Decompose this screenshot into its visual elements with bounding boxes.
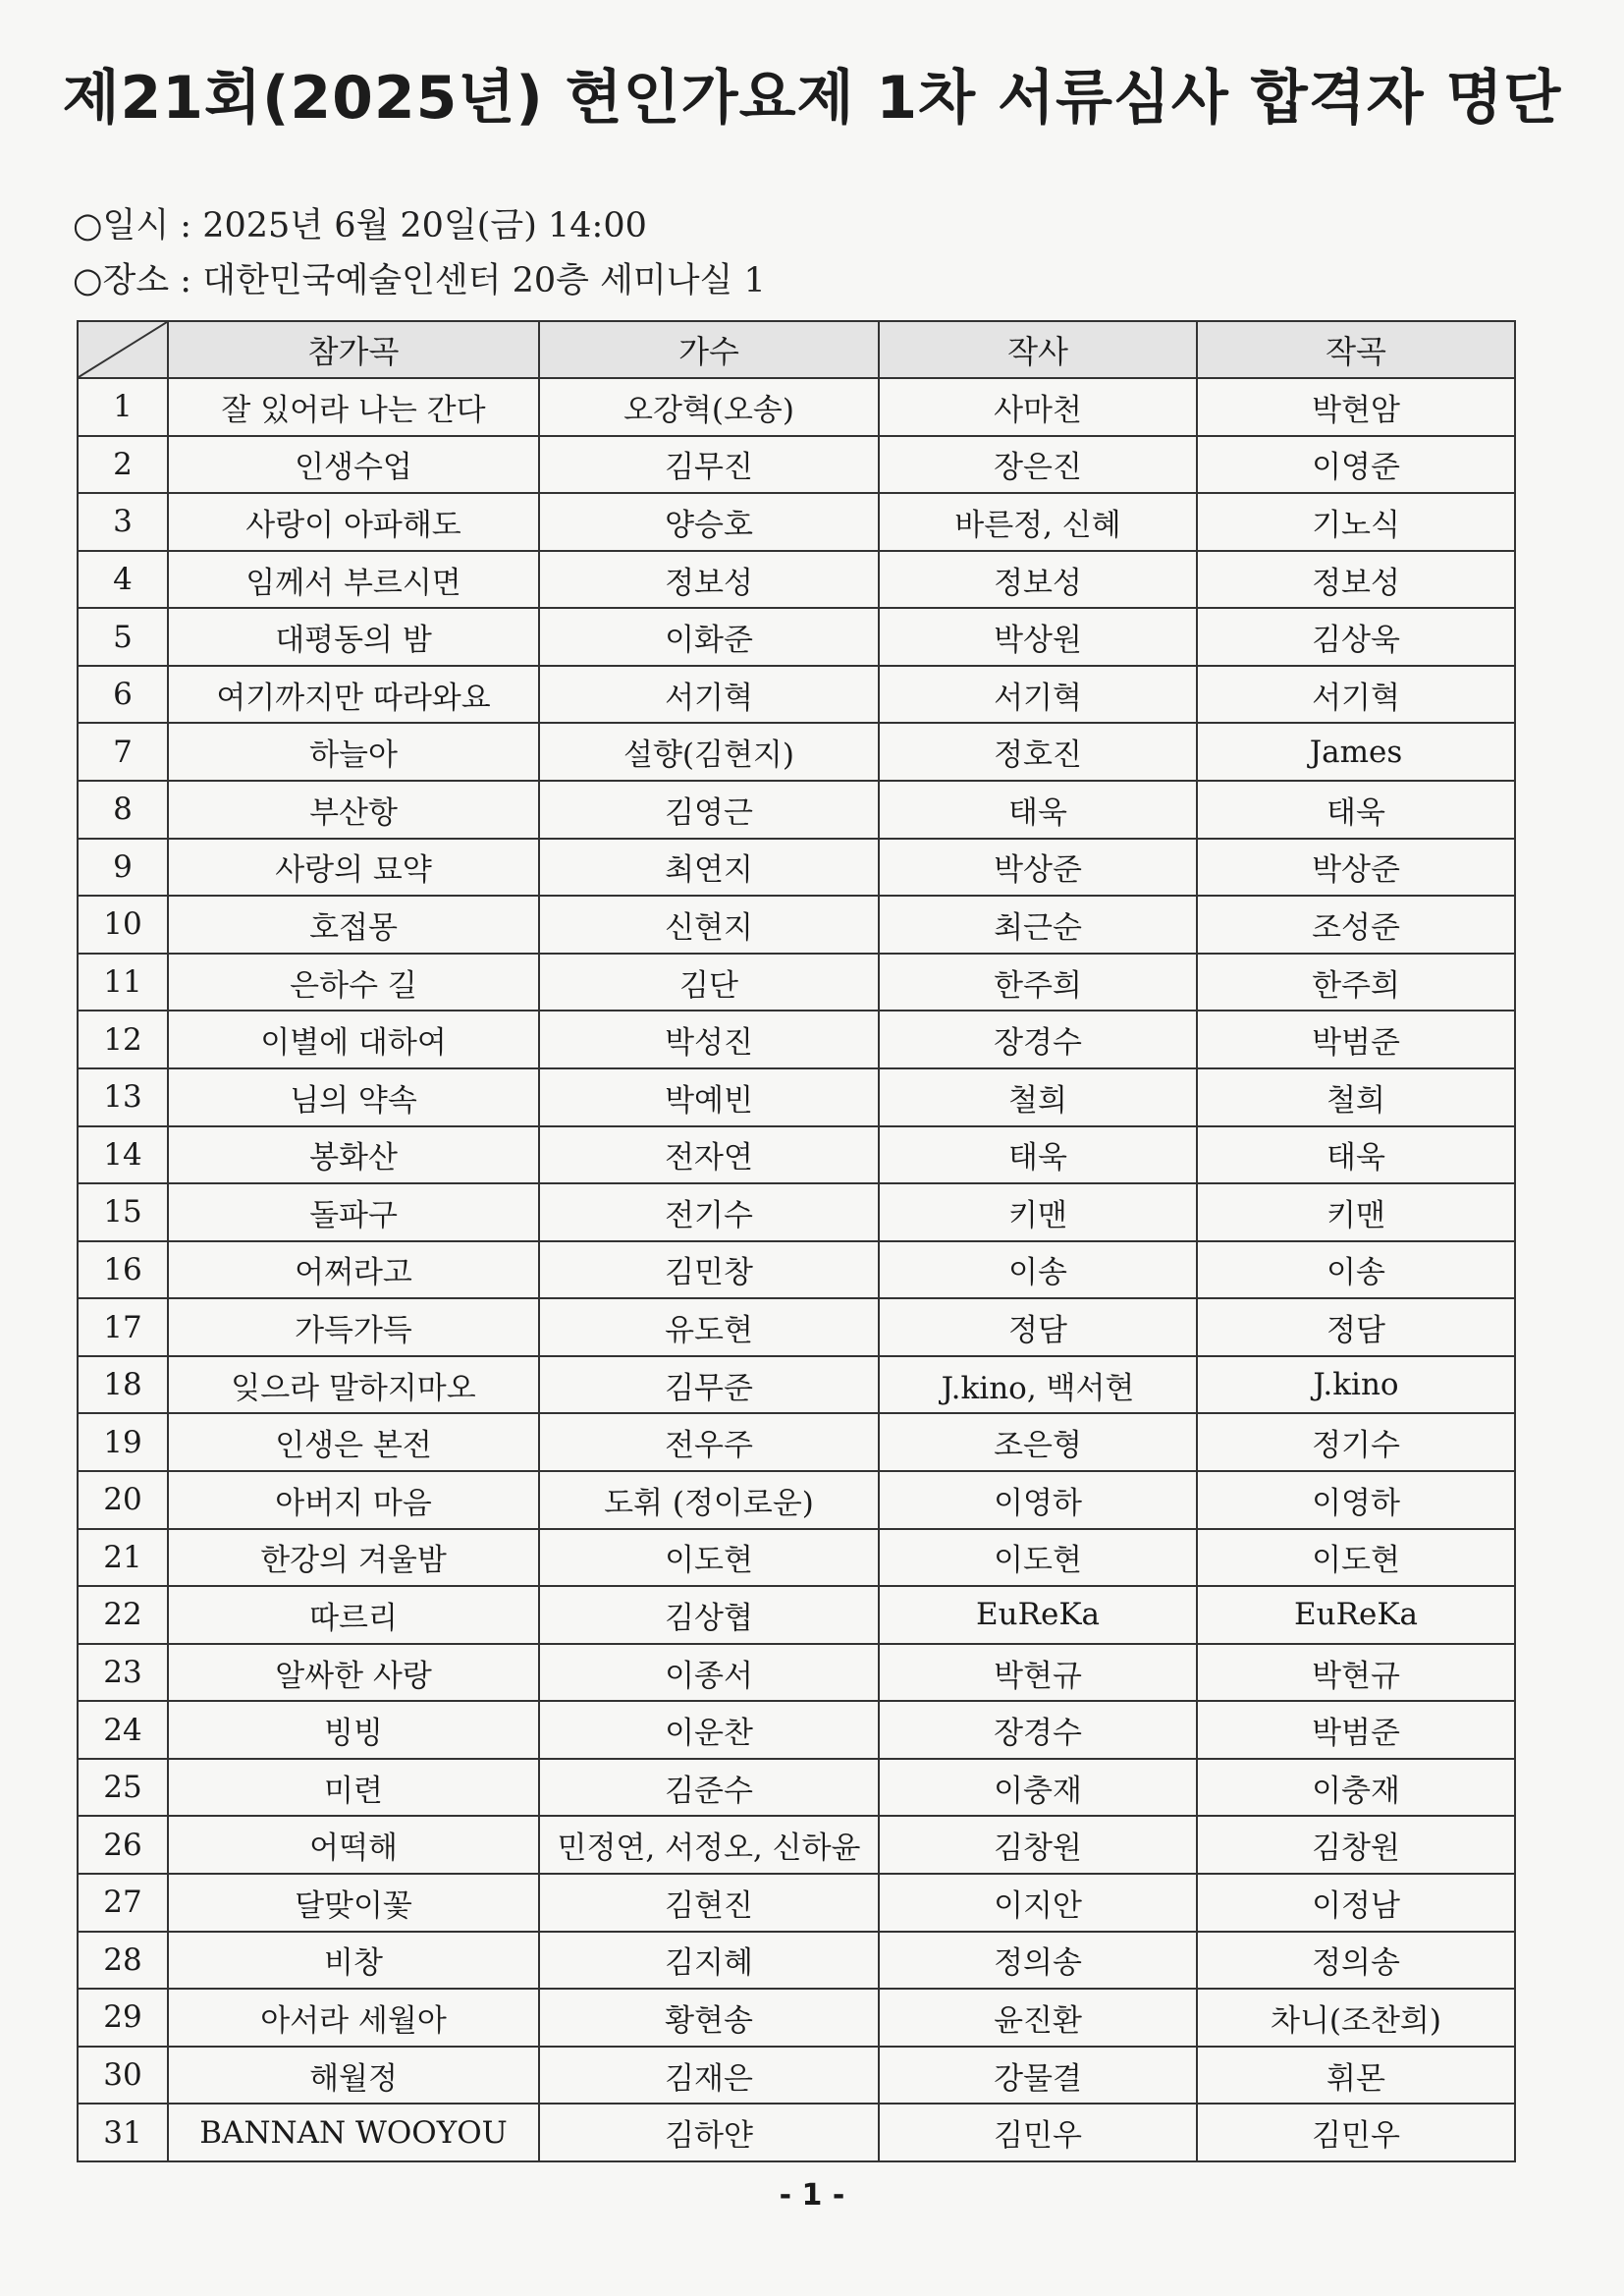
composer-name: 김상욱 bbox=[1197, 608, 1515, 666]
table-row bbox=[78, 781, 1515, 839]
song-title: 대평동의 밤 bbox=[168, 608, 539, 666]
singer-name: 김현진 bbox=[539, 1874, 879, 1932]
song-title: 하늘아 bbox=[168, 723, 539, 781]
singer-name: 신현지 bbox=[539, 896, 879, 954]
event-date: ○일시 : 2025년 6월 20일(금) 14:00 bbox=[73, 206, 647, 246]
table-row bbox=[78, 608, 1515, 666]
composer-name: 태욱 bbox=[1197, 781, 1515, 839]
composer-name: James bbox=[1197, 723, 1515, 781]
composer-name: 한주희 bbox=[1197, 954, 1515, 1011]
song-title: 미련 bbox=[168, 1759, 539, 1817]
header-song: 참가곡 bbox=[168, 321, 539, 378]
composer-name: 서기혁 bbox=[1197, 666, 1515, 724]
row-number: 26 bbox=[78, 1816, 168, 1874]
row-number: 8 bbox=[78, 781, 168, 839]
lyricist-name: 정담 bbox=[879, 1298, 1197, 1356]
composer-name: 휘몬 bbox=[1197, 2047, 1515, 2105]
composer-name: 철희 bbox=[1197, 1068, 1515, 1126]
singer-name: 이도현 bbox=[539, 1529, 879, 1587]
song-title: 알싸한 사랑 bbox=[168, 1644, 539, 1702]
song-title: 호접몽 bbox=[168, 896, 539, 954]
lyricist-name: 장은진 bbox=[879, 436, 1197, 494]
singer-name: 전자연 bbox=[539, 1126, 879, 1184]
lyricist-name: 이지안 bbox=[879, 1874, 1197, 1932]
lyricist-name: 이송 bbox=[879, 1241, 1197, 1299]
composer-name: 박현암 bbox=[1197, 378, 1515, 436]
table-row bbox=[78, 551, 1515, 609]
singer-name: 유도현 bbox=[539, 1298, 879, 1356]
document-title: 제21회(2025년) 현인가요제 1차 서류심사 합격자 명단 bbox=[62, 64, 1562, 133]
lyricist-name: 키맨 bbox=[879, 1183, 1197, 1241]
row-number: 20 bbox=[78, 1471, 168, 1529]
song-title: 비창 bbox=[168, 1932, 539, 1990]
song-title: BANNAN WOOYOU bbox=[168, 2104, 539, 2161]
lyricist-name: 박상원 bbox=[879, 608, 1197, 666]
singer-name: 김민창 bbox=[539, 1241, 879, 1299]
row-number: 22 bbox=[78, 1586, 168, 1644]
song-title: 가득가득 bbox=[168, 1298, 539, 1356]
table-row bbox=[78, 493, 1515, 551]
composer-name: 이충재 bbox=[1197, 1759, 1515, 1817]
singer-name: 박예빈 bbox=[539, 1068, 879, 1126]
lyricist-name: 박현규 bbox=[879, 1644, 1197, 1702]
composer-name: 김민우 bbox=[1197, 2104, 1515, 2161]
song-title: 잘 있어라 나는 간다 bbox=[168, 378, 539, 436]
lyricist-name: 윤진환 bbox=[879, 1989, 1197, 2047]
row-number: 7 bbox=[78, 723, 168, 781]
row-number: 2 bbox=[78, 436, 168, 494]
song-title: 어떡해 bbox=[168, 1816, 539, 1874]
table-row bbox=[78, 896, 1515, 954]
singer-name: 도휘 (정이로운) bbox=[539, 1471, 879, 1529]
table-row bbox=[78, 954, 1515, 1011]
song-title: 은하수 길 bbox=[168, 954, 539, 1011]
singer-name: 김하얀 bbox=[539, 2104, 879, 2161]
singer-name: 김재은 bbox=[539, 2047, 879, 2105]
song-title: 해월정 bbox=[168, 2047, 539, 2105]
row-number: 29 bbox=[78, 1989, 168, 2047]
table-row bbox=[78, 1989, 1515, 2047]
page-number: - 1 - bbox=[779, 2178, 845, 2213]
table-row bbox=[78, 1644, 1515, 1702]
table-row bbox=[78, 1241, 1515, 1299]
row-number: 28 bbox=[78, 1932, 168, 1990]
lyricist-name: 김민우 bbox=[879, 2104, 1197, 2161]
lyricist-name: 장경수 bbox=[879, 1701, 1197, 1759]
singer-name: 황현송 bbox=[539, 1989, 879, 2047]
header-lyricist: 작사 bbox=[879, 321, 1197, 378]
lyricist-name: 강물결 bbox=[879, 2047, 1197, 2105]
composer-name: 박범준 bbox=[1197, 1701, 1515, 1759]
lyricist-name: 정호진 bbox=[879, 723, 1197, 781]
singer-name: 김상협 bbox=[539, 1586, 879, 1644]
row-number: 15 bbox=[78, 1183, 168, 1241]
table-row bbox=[78, 839, 1515, 897]
lyricist-name: 한주희 bbox=[879, 954, 1197, 1011]
row-number: 17 bbox=[78, 1298, 168, 1356]
row-number: 1 bbox=[78, 378, 168, 436]
singer-name: 오강혁(오송) bbox=[539, 378, 879, 436]
singer-name: 서기혁 bbox=[539, 666, 879, 724]
song-title: 아서라 세월아 bbox=[168, 1989, 539, 2047]
table-row bbox=[78, 1356, 1515, 1414]
row-number: 23 bbox=[78, 1644, 168, 1702]
row-number: 14 bbox=[78, 1126, 168, 1184]
composer-name: 김창원 bbox=[1197, 1816, 1515, 1874]
table-header-row bbox=[78, 321, 1515, 378]
lyricist-name: 장경수 bbox=[879, 1011, 1197, 1068]
song-title: 봉화산 bbox=[168, 1126, 539, 1184]
composer-name: 키맨 bbox=[1197, 1183, 1515, 1241]
song-title: 한강의 겨울밤 bbox=[168, 1529, 539, 1587]
row-number: 6 bbox=[78, 666, 168, 724]
composer-name: EuReKa bbox=[1197, 1586, 1515, 1644]
song-title: 인생수업 bbox=[168, 436, 539, 494]
lyricist-name: 정의송 bbox=[879, 1932, 1197, 1990]
lyricist-name: 서기혁 bbox=[879, 666, 1197, 724]
singer-name: 김지혜 bbox=[539, 1932, 879, 1990]
composer-name: 이송 bbox=[1197, 1241, 1515, 1299]
composer-name: 태욱 bbox=[1197, 1126, 1515, 1184]
lyricist-name: 태욱 bbox=[879, 1126, 1197, 1184]
row-number: 10 bbox=[78, 896, 168, 954]
composer-name: 기노식 bbox=[1197, 493, 1515, 551]
singer-name: 이화준 bbox=[539, 608, 879, 666]
table-row bbox=[78, 1471, 1515, 1529]
row-number: 21 bbox=[78, 1529, 168, 1587]
row-number: 3 bbox=[78, 493, 168, 551]
table-row bbox=[78, 1011, 1515, 1068]
composer-name: 이도현 bbox=[1197, 1529, 1515, 1587]
song-title: 임께서 부르시면 bbox=[168, 551, 539, 609]
singer-name: 전기수 bbox=[539, 1183, 879, 1241]
row-number: 25 bbox=[78, 1759, 168, 1817]
table-row bbox=[78, 1529, 1515, 1587]
corner-header-cell bbox=[78, 321, 168, 378]
singer-name: 이종서 bbox=[539, 1644, 879, 1702]
table-row bbox=[78, 1816, 1515, 1874]
singer-name: 설향(김현지) bbox=[539, 723, 879, 781]
song-title: 사랑의 묘약 bbox=[168, 839, 539, 897]
row-number: 30 bbox=[78, 2047, 168, 2105]
singer-name: 김단 bbox=[539, 954, 879, 1011]
table-row bbox=[78, 1068, 1515, 1126]
row-number: 9 bbox=[78, 839, 168, 897]
song-title: 어쩌라고 bbox=[168, 1241, 539, 1299]
table-row bbox=[78, 1586, 1515, 1644]
row-number: 24 bbox=[78, 1701, 168, 1759]
lyricist-name: J.kino, 백서현 bbox=[879, 1356, 1197, 1414]
composer-name: 조성준 bbox=[1197, 896, 1515, 954]
table-row bbox=[78, 2047, 1515, 2105]
lyricist-name: 철희 bbox=[879, 1068, 1197, 1126]
table-row bbox=[78, 1932, 1515, 1990]
row-number: 4 bbox=[78, 551, 168, 609]
singer-name: 전우주 bbox=[539, 1413, 879, 1471]
composer-name: 박범준 bbox=[1197, 1011, 1515, 1068]
row-number: 31 bbox=[78, 2104, 168, 2161]
table-row bbox=[78, 1759, 1515, 1817]
table-row bbox=[78, 436, 1515, 494]
singer-name: 정보성 bbox=[539, 551, 879, 609]
singer-name: 김영근 bbox=[539, 781, 879, 839]
row-number: 11 bbox=[78, 954, 168, 1011]
lyricist-name: 이충재 bbox=[879, 1759, 1197, 1817]
lyricist-name: 김창원 bbox=[879, 1816, 1197, 1874]
song-title: 돌파구 bbox=[168, 1183, 539, 1241]
lyricist-name: 바른정, 신혜 bbox=[879, 493, 1197, 551]
singer-name: 양승호 bbox=[539, 493, 879, 551]
composer-name: 이영하 bbox=[1197, 1471, 1515, 1529]
table-row bbox=[78, 723, 1515, 781]
lyricist-name: 사마천 bbox=[879, 378, 1197, 436]
table-row bbox=[78, 1183, 1515, 1241]
table-row bbox=[78, 1701, 1515, 1759]
header-singer: 가수 bbox=[539, 321, 879, 378]
song-title: 잊으라 말하지마오 bbox=[168, 1356, 539, 1414]
singer-name: 김준수 bbox=[539, 1759, 879, 1817]
singer-name: 이운찬 bbox=[539, 1701, 879, 1759]
song-title: 빙빙 bbox=[168, 1701, 539, 1759]
singer-name: 박성진 bbox=[539, 1011, 879, 1068]
row-number: 19 bbox=[78, 1413, 168, 1471]
composer-name: 정기수 bbox=[1197, 1413, 1515, 1471]
song-title: 이별에 대하여 bbox=[168, 1011, 539, 1068]
table-row bbox=[78, 2104, 1515, 2161]
row-number: 27 bbox=[78, 1874, 168, 1932]
singer-name: 김무진 bbox=[539, 436, 879, 494]
composer-name: 이영준 bbox=[1197, 436, 1515, 494]
composer-name: 정보성 bbox=[1197, 551, 1515, 609]
singer-name: 김무준 bbox=[539, 1356, 879, 1414]
roster-table bbox=[77, 320, 1516, 2162]
singer-name: 최연지 bbox=[539, 839, 879, 897]
lyricist-name: 최근순 bbox=[879, 896, 1197, 954]
table-row bbox=[78, 1126, 1515, 1184]
song-title: 달맞이꽃 bbox=[168, 1874, 539, 1932]
table-row bbox=[78, 378, 1515, 436]
song-title: 사랑이 아파해도 bbox=[168, 493, 539, 551]
composer-name: 정의송 bbox=[1197, 1932, 1515, 1990]
song-title: 인생은 본전 bbox=[168, 1413, 539, 1471]
composer-name: J.kino bbox=[1197, 1356, 1515, 1414]
table-row bbox=[78, 666, 1515, 724]
lyricist-name: 정보성 bbox=[879, 551, 1197, 609]
table-row bbox=[78, 1874, 1515, 1932]
composer-name: 이정남 bbox=[1197, 1874, 1515, 1932]
composer-name: 박현규 bbox=[1197, 1644, 1515, 1702]
composer-name: 박상준 bbox=[1197, 839, 1515, 897]
song-title: 부산항 bbox=[168, 781, 539, 839]
row-number: 18 bbox=[78, 1356, 168, 1414]
lyricist-name: 조은형 bbox=[879, 1413, 1197, 1471]
table-row bbox=[78, 1298, 1515, 1356]
row-number: 13 bbox=[78, 1068, 168, 1126]
diagonal-line-icon bbox=[79, 322, 167, 377]
song-title: 여기까지만 따라와요 bbox=[168, 666, 539, 724]
header-composer: 작곡 bbox=[1197, 321, 1515, 378]
row-number: 5 bbox=[78, 608, 168, 666]
row-number: 16 bbox=[78, 1241, 168, 1299]
lyricist-name: 이영하 bbox=[879, 1471, 1197, 1529]
table-row bbox=[78, 1413, 1515, 1471]
song-title: 따르리 bbox=[168, 1586, 539, 1644]
lyricist-name: 박상준 bbox=[879, 839, 1197, 897]
lyricist-name: 이도현 bbox=[879, 1529, 1197, 1587]
composer-name: 차니(조찬희) bbox=[1197, 1989, 1515, 2047]
lyricist-name: 태욱 bbox=[879, 781, 1197, 839]
song-title: 님의 약속 bbox=[168, 1068, 539, 1126]
song-title: 아버지 마음 bbox=[168, 1471, 539, 1529]
singer-name: 민정연, 서정오, 신하윤 bbox=[539, 1816, 879, 1874]
lyricist-name: EuReKa bbox=[879, 1586, 1197, 1644]
event-place: ○장소 : 대한민국예술인센터 20층 세미나실 1 bbox=[73, 261, 766, 301]
row-number: 12 bbox=[78, 1011, 168, 1068]
composer-name: 정담 bbox=[1197, 1298, 1515, 1356]
